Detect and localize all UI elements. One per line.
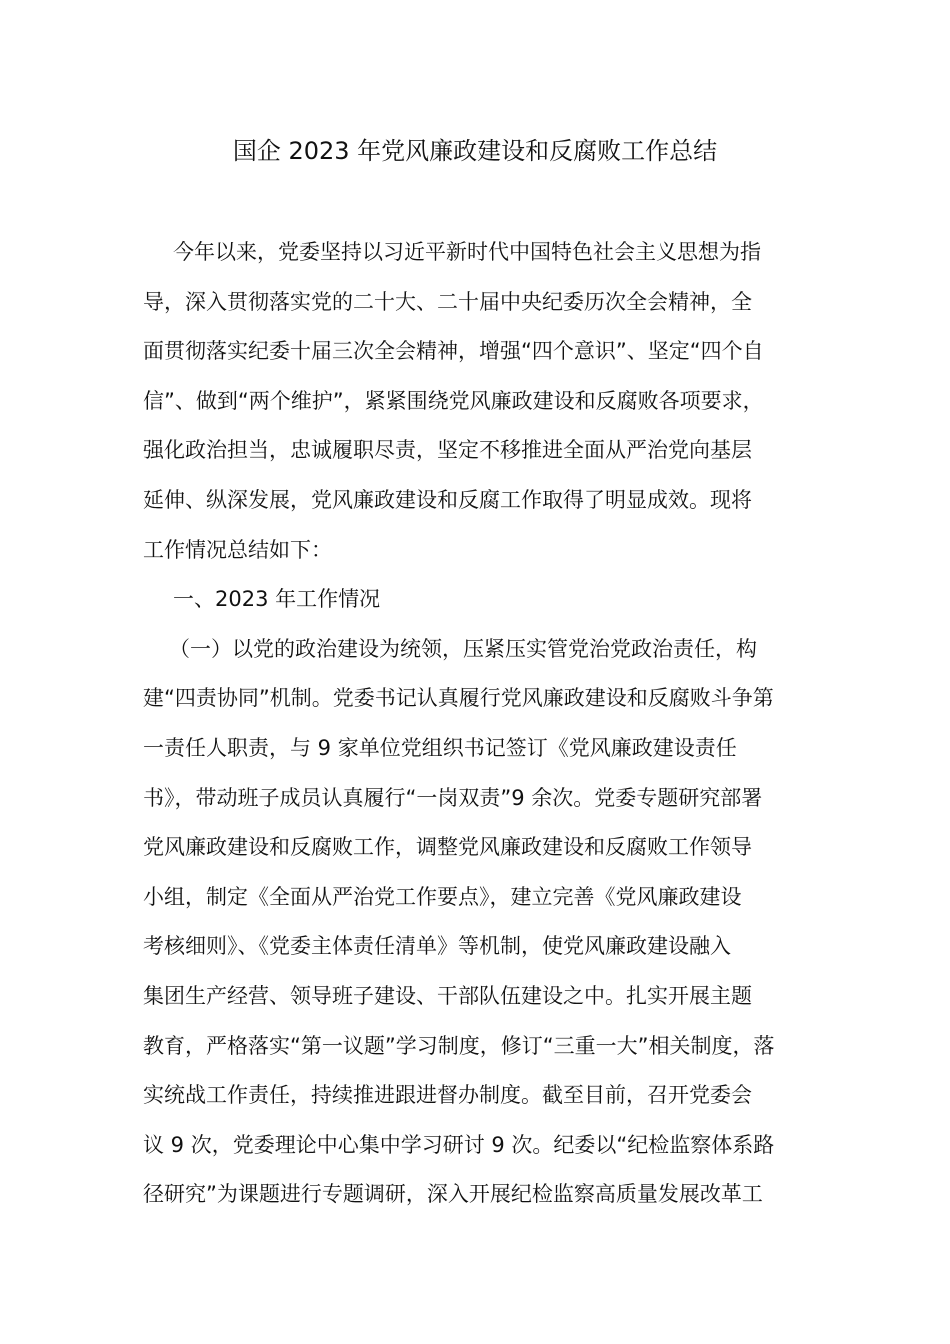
paragraph-line: 强化政治担当，忠诚履职尽责，坚定不移推进全面从严治党向基层 xyxy=(143,438,752,463)
paragraph-line: （一）以党的政治建设为统领，压紧压实管党治党政治责任，构 xyxy=(169,636,757,661)
paragraph-line: 党风廉政建设和反腐败工作，调整党风廉政建设和反腐败工作领导 xyxy=(143,835,752,860)
paragraph-line: 导，深入贯彻落实党的二十大、二十届中央纪委历次全会精神，全 xyxy=(143,289,752,314)
paragraph-line: 考核细则》、《党委主体责任清单》等机制，使党风廉政建设融入 xyxy=(143,934,731,959)
paragraph-line: 径研究”为课题进行专题调研，深入开展纪检监察高质量发展改革工 xyxy=(143,1182,763,1207)
paragraph-line: 面贯彻落实纪委十届三次全会精神，增强“四个意识”、坚定“四个自 xyxy=(143,339,764,364)
section-heading: 一、2023 年工作情况 xyxy=(173,587,381,612)
paragraph-line: 书》，带动班子成员认真履行“一岗双责”9 余次。党委专题研究部署 xyxy=(143,785,763,810)
paragraph-line: 工作情况总结如下： xyxy=(143,537,332,562)
paragraph-line: 教育，严格落实“第一议题”学习制度，修订“三重一大”相关制度，落 xyxy=(143,1033,775,1058)
paragraph-line: 延伸、纵深发展，党风廉政建设和反腐工作取得了明显成效。现将 xyxy=(143,487,752,512)
paragraph-line: 建“四责协同”机制。党委书记认真履行党风廉政建设和反腐败斗争第 xyxy=(143,686,774,711)
paragraph-line: 实统战工作责任，持续推进跟进督办制度。截至目前，召开党委会 xyxy=(143,1083,752,1108)
paragraph-line: 一责任人职责，与 9 家单位党组织书记签订《党风廉政建设责任 xyxy=(143,735,737,760)
paragraph-line: 集团生产经营、领导班子建设、干部队伍建设之中。扎实开展主题 xyxy=(143,983,752,1008)
paragraph-line: 今年以来，党委坚持以习近平新时代中国特色社会主义思想为指 xyxy=(173,240,761,264)
paragraph-line: 小组，制定《全面从严治党工作要点》，建立完善《党风廉政建设 xyxy=(143,884,742,909)
document-body xyxy=(143,228,811,1220)
document-title: 国企 2023 年党风廉政建设和反腐败工作总结 xyxy=(232,137,718,165)
paragraph-line: 信”、做到“两个维护”，紧紧围绕党风廉政建设和反腐败各项要求， xyxy=(143,388,764,413)
paragraph-line: 议 9 次，党委理论中心集中学习研讨 9 次。纪委以“纪检监察体系路 xyxy=(143,1132,775,1157)
